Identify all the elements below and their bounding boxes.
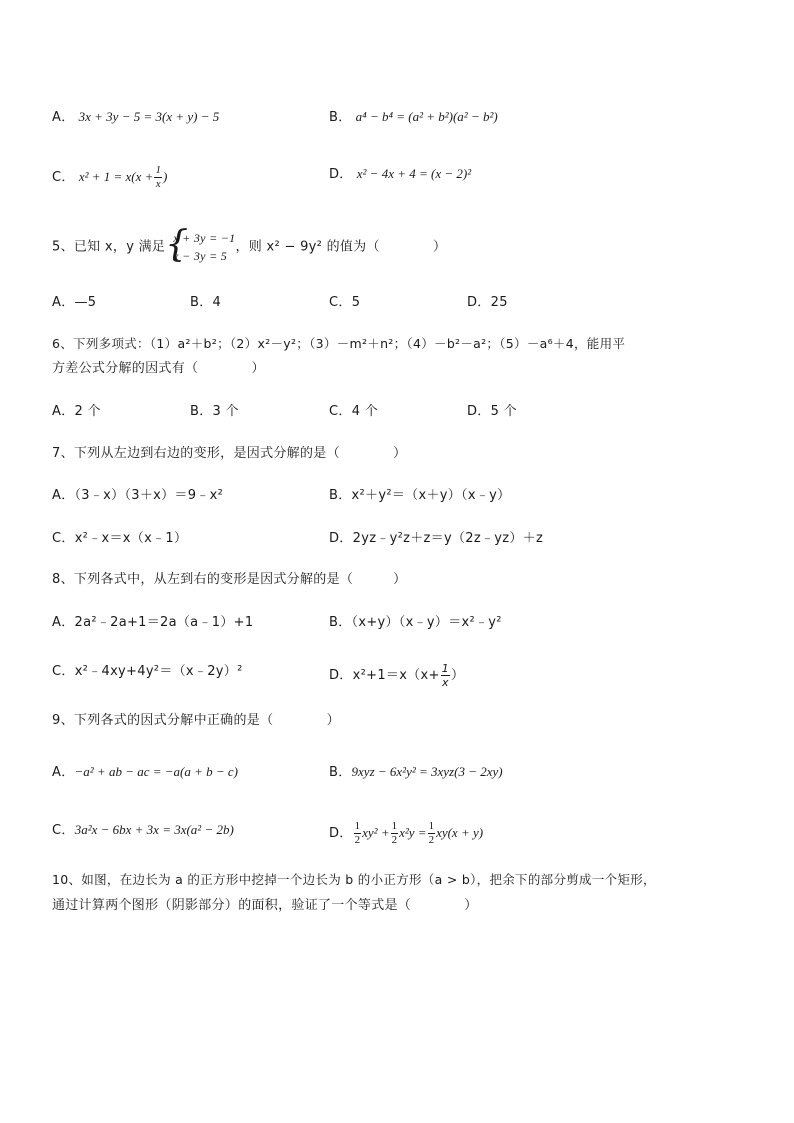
q6-option-b — [190, 402, 239, 422]
option-value: 25 — [490, 295, 508, 310]
option-expr: x² − 4x + 4 = (x − 2)² — [356, 166, 472, 181]
option-expr: （x+y）（x﹣y）＝x²﹣y² — [351, 615, 502, 630]
q5-option-b — [190, 293, 221, 313]
option-label: D． — [467, 404, 491, 419]
option-expr-post: ） — [451, 668, 465, 683]
option-label: A． — [52, 765, 75, 780]
option-label: C． — [52, 823, 75, 838]
q4-option-c — [52, 164, 167, 191]
denominator: 2 — [428, 834, 435, 846]
q9-option-a — [52, 762, 238, 783]
q6-option-a — [52, 402, 101, 422]
option-expr: a⁴ − b⁴ = (a² + b²)(a² − b²) — [355, 109, 498, 124]
q4-option-b — [329, 107, 498, 128]
q4-option-a — [52, 107, 219, 128]
numerator: 1 — [441, 662, 449, 675]
q10-stem-line2: 通过计算两个图形（阴影部分）的面积，验证了一个等式是（ ） — [52, 898, 478, 913]
q9-option-c — [52, 820, 234, 841]
q5-stem-pre: 5、已知 x，y 满足 — [52, 239, 166, 255]
option-value: 3 个 — [212, 404, 239, 419]
option-label: D． — [467, 295, 491, 310]
q6-stem-line1: 6、下列多项式：（1）a²＋b²；（2）x²－y²；（3）－m²＋n²；（4）－b²－a²；（5）－a⁶＋4，能用平 — [52, 336, 626, 351]
option-expr-post: ) — [162, 169, 168, 184]
option-expr: 2yz﹣y²z＋z＝y（2z﹣yz）＋z — [352, 531, 544, 546]
option-label: A． — [52, 110, 75, 125]
option-label: B． — [190, 295, 213, 310]
option-expr: −a² + ab − ac = −a(a + b − c) — [74, 764, 239, 779]
option-value: 4 — [212, 295, 222, 310]
fraction — [441, 662, 450, 689]
numerator: 1 — [391, 820, 398, 832]
q5-option-a — [52, 293, 96, 313]
equation-2: x − 3y = 5 — [173, 249, 228, 263]
option-label: A． — [52, 404, 75, 419]
q8-option-a — [52, 613, 253, 633]
option-label: A． — [52, 488, 75, 503]
term: x²y = — [399, 825, 427, 840]
equation-1: x + 3y = −1 — [173, 231, 236, 245]
term: xy² + — [362, 825, 390, 840]
option-label: B． — [329, 488, 352, 503]
option-value: —5 — [74, 295, 97, 310]
q8-option-b — [329, 613, 502, 633]
q6-stem-line2: 方差公式分解的因式有（ ） — [52, 361, 265, 376]
denominator: x — [441, 676, 449, 689]
denominator: x — [155, 178, 161, 190]
option-label: B． — [190, 404, 213, 419]
denominator: 2 — [354, 834, 361, 846]
fraction — [154, 164, 162, 191]
q8-option-d — [329, 662, 464, 689]
option-value: 5 个 — [490, 404, 517, 419]
option-label: D． — [329, 531, 353, 546]
option-label: A． — [52, 295, 75, 310]
option-label: B． — [329, 615, 352, 630]
option-label: C． — [52, 531, 75, 546]
q5-option-c — [329, 293, 360, 313]
brace-icon: { — [165, 224, 189, 265]
option-label: D． — [329, 668, 353, 683]
q9-option-b — [329, 762, 503, 783]
q5-option-d — [467, 293, 508, 313]
q6-option-d — [467, 402, 517, 422]
option-label: C． — [329, 295, 352, 310]
q5-stem — [52, 224, 447, 265]
q9-stem: 9、下列各式的因式分解中正确的是（ ） — [52, 713, 340, 728]
q8-stem: 8、下列各式中，从左到右的变形是因式分解的是（ ） — [52, 572, 407, 587]
option-expr: x²﹣4xy+4y²＝（x﹣2y）² — [74, 664, 243, 679]
q4-option-d — [329, 164, 471, 185]
option-expr: （3﹣x）（3＋x）＝9﹣x² — [74, 488, 224, 503]
q7-stem: 7、下列从左边到右边的变形，是因式分解的是（ ） — [52, 446, 407, 461]
option-expr: 3a²x − 6bx + 3x = 3x(a² − 2b) — [74, 822, 234, 837]
q7-option-c — [52, 529, 187, 549]
q5-stem-post: ，则 x² − 9y² 的值为（ ） — [235, 239, 447, 255]
option-value: 2 个 — [74, 404, 101, 419]
option-label: B． — [329, 765, 352, 780]
numerator: 1 — [354, 820, 361, 832]
option-label: C． — [52, 170, 75, 185]
fraction — [428, 820, 436, 847]
denominator: 2 — [391, 834, 398, 846]
q6-option-c — [329, 402, 378, 422]
option-expr: 3x + 3y − 5 = 3(x + y) − 5 — [78, 109, 220, 124]
q9-option-d — [329, 820, 483, 847]
option-expr: 2a²﹣2a+1＝2a（a﹣1）+1 — [74, 615, 254, 630]
option-label: B． — [329, 110, 352, 125]
option-value: 4 个 — [351, 404, 378, 419]
option-expr-pre: x² + 1 = x(x + — [78, 169, 154, 184]
option-expr: x²＋y²＝（x＋y）（x﹣y） — [351, 488, 511, 503]
option-expr: 9xyz − 6x²y² = 3xyz(3 − 2xy) — [351, 764, 503, 779]
q10-stem-line1: 10、如图，在边长为 a 的正方形中挖掉一个边长为 b 的小正方形（a > b），把余下的部分剪成一个矩形， — [52, 872, 656, 887]
fraction — [391, 820, 399, 847]
fraction — [354, 820, 362, 847]
option-label: D． — [329, 826, 353, 841]
q8-option-c — [52, 662, 243, 682]
option-value: 5 — [351, 295, 361, 310]
q7-option-d — [329, 529, 543, 549]
option-expr-pre: x²+1＝x（x+ — [352, 668, 440, 683]
option-label: A． — [52, 615, 75, 630]
numerator: 1 — [155, 164, 161, 176]
option-label: C． — [329, 404, 352, 419]
option-label: C． — [52, 664, 75, 679]
q7-option-a — [52, 486, 223, 506]
numerator: 1 — [428, 820, 435, 832]
equation-system — [165, 224, 236, 265]
option-label: D． — [329, 167, 353, 182]
option-expr: x²﹣x＝x（x﹣1） — [74, 531, 188, 546]
term: xy(x + y) — [436, 825, 484, 840]
q7-option-b — [329, 486, 510, 506]
